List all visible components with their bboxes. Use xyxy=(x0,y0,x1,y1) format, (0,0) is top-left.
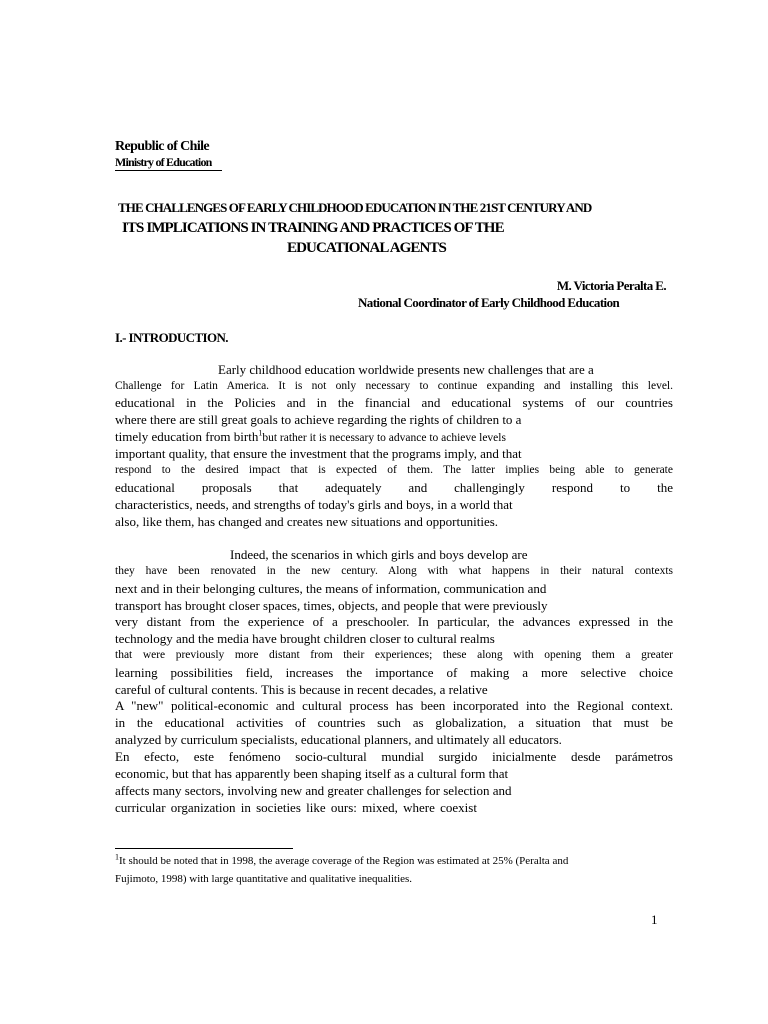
para2-line: that were previously more distant from their experiences; these along with opening them a greater xyxy=(115,649,673,661)
para2-line: economic, but that has apparently been shaping itself as a cultural form that xyxy=(115,766,509,781)
footnote-ref: 1 xyxy=(258,428,263,438)
para1-line: educational in the Policies and in the financial and educational systems of our countries xyxy=(115,395,673,410)
para2-line: transport has brought closer spaces, times, objects, and people that were previously xyxy=(115,598,548,613)
header-country: Republic of Chile xyxy=(115,139,210,154)
para2-line: curricular organization in societies like ours: mixed, where coexist xyxy=(115,800,477,815)
para1-text: timely education from birth xyxy=(115,429,259,444)
para2-line: learning possibilities field, increases the importance of making a more selective choice xyxy=(115,665,673,680)
para2-line: analyzed by curriculum specialists, educational planners, and ultimately all educators. xyxy=(115,732,562,747)
para1-line: also, like them, has changed and creates new situations and opportunities. xyxy=(115,514,499,529)
title-line-1: THE CHALLENGES OF EARLY CHILDHOOD EDUCATION IN THE 21ST CENTURY AND xyxy=(118,200,592,215)
para1-line: Challenge for Latin America. It is not only necessary to continue expanding and installing this level. xyxy=(115,380,673,392)
para1-line: where there are still great goals to achieve regarding the rights of children to a xyxy=(115,412,522,427)
para1-line: respond to the desired impact that is expected of them. The latter implies being able to generate xyxy=(115,464,673,476)
footnote-line: Fujimoto, 1998) with large quantitative and qualitative inequalities. xyxy=(115,873,413,885)
para2-line: in the educational activities of countries such as globalization, a situation that must be xyxy=(115,715,673,730)
author-role: National Coordinator of Early Childhood Education xyxy=(358,295,620,310)
para2-line: next and in their belonging cultures, the means of information, communication and xyxy=(115,581,547,596)
para2-line: affects many sectors, involving new and greater challenges for selection and xyxy=(115,783,512,798)
title-line-2: ITS IMPLICATIONS IN TRAINING AND PRACTICES OF THE xyxy=(122,220,504,236)
para1-text: but rather it is necessary to advance to achieve levels xyxy=(262,432,506,444)
footnote-text: It should be noted that in 1998, the average coverage of the Region was estimated at 25% (Peralta and xyxy=(119,855,569,867)
footnote-divider xyxy=(115,848,293,849)
para2-line: Indeed, the scenarios in which girls and boys develop are xyxy=(230,547,528,562)
section-heading: I.- INTRODUCTION. xyxy=(115,330,228,345)
header-ministry: Ministry of Education xyxy=(115,155,222,171)
para2-line: En efecto, este fenómeno socio-cultural mundial surgido inicialmente desde parámetros xyxy=(115,749,673,764)
para1-line: educational proposals that adequately and challengingly respond to the xyxy=(115,480,673,495)
para1-line: important quality, that ensure the investment that the programs imply, and that xyxy=(115,446,522,461)
footnote-mark: 1 xyxy=(115,852,119,862)
para1-line: Early childhood education worldwide presents new challenges that are a xyxy=(218,362,594,377)
para2-line: technology and the media have brought children closer to cultural realms xyxy=(115,631,495,646)
para2-line: they have been renovated in the new century. Along with what happens in their natural contexts xyxy=(115,565,673,577)
para2-line: very distant from the experience of a preschooler. In particular, the advances expressed in the xyxy=(115,614,673,629)
para2-line: A "new" political-economic and cultural process has been incorporated into the Regional context. xyxy=(115,698,673,713)
para1-line: characteristics, needs, and strengths of today's girls and boys, in a world that xyxy=(115,497,513,512)
author-name: M. Victoria Peralta E. xyxy=(556,278,666,293)
para2-line: careful of cultural contents. This is because in recent decades, a relative xyxy=(115,682,488,697)
page-number: 1 xyxy=(651,912,658,927)
title-line-3: EDUCATIONAL AGENTS xyxy=(287,240,446,256)
footnote-line xyxy=(115,853,675,869)
